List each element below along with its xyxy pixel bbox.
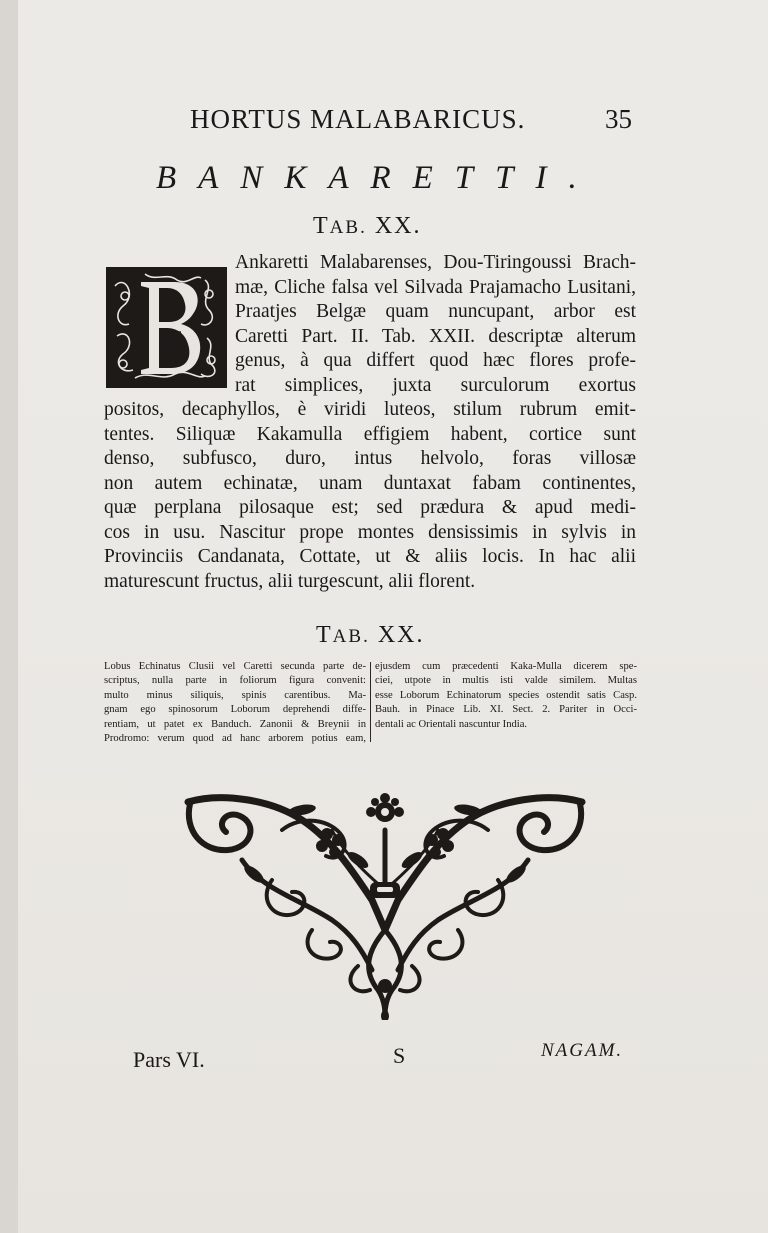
part-label: Pars VI. [133,1047,205,1072]
plate-heading-bottom [316,622,425,649]
body-line: quæ perplana pilosaque est; sed prædura & apud medi- [104,497,636,518]
note-line: rentiam, ut patet ex Banduch. Zanonii & Breynii in [104,718,366,730]
tailpiece-ornament [182,790,588,1020]
body-line: maturescunt fructus, alii turgescunt, alii florent. [104,570,476,592]
note-line: ciei, utpote in multis isti valde similem. Multas [375,675,637,687]
running-header: HORTUS MALABARICUS. [190,104,526,134]
commentary-notes [104,660,640,746]
note-line: Bauh. in Pinace Lib. XI. Sect. 2. Pariter in Occi- [375,704,637,716]
note-line: esse Loborum Echinatorum species ostendit satis Casp. [375,689,637,701]
body-line: rat simplices, juxta surculorum exortus [235,374,636,396]
plate-heading-initial: T [316,622,333,648]
plate-heading-top [313,213,422,240]
page-number: 35 [605,104,632,134]
signature-mark: S [393,1043,406,1068]
page-left-edge [0,0,18,1233]
body-paragraph [104,251,636,594]
plate-heading-initial: T [313,213,330,239]
body-line: positos, decaphyllos, è viridi luteos, stilum rubrum emit- [104,399,636,420]
note-line: multo minus siliquis, spinis carentibus. Ma- [104,689,366,701]
body-line: cos in usu. Nascitur prope montes densissimis in sylvis in [104,521,636,543]
note-line: Prodromo: verum quod ad hanc arborem potius eam, [104,732,366,744]
body-line: mæ, Cliche falsa vel Silvada Prajamacho Lusitani, [235,276,636,298]
body-line: non autem echinatæ, unam duntaxat fabam continentes, [104,472,636,494]
plate-heading-number: XX. [377,622,425,648]
body-line: tentes. Siliquæ Kakamulla effigiem habent, cortice sunt [104,423,636,445]
body-line: genus, à qua differt quod hæc flores profe- [235,350,636,371]
body-line: denso, subfusco, duro, intus helvolo, foras villosæ [104,448,636,469]
body-line: Ankaretti Malabarenses, Dou-Tiringoussi Brach- [235,252,636,273]
note-line: ejusdem cum præcedenti Kaka-Mulla dicerem spe- [375,661,637,672]
plate-heading-small: AB. [332,626,370,647]
plate-heading-small: AB. [329,217,367,238]
plate-heading-number: XX. [374,213,422,239]
body-line: Praatjes Belgæ quam nuncupant, arbor est [235,301,636,322]
note-line: dentali ac Orientali nascuntur India. [375,718,528,730]
note-line: Lobus Echinatus Clusii vel Caretti secunda parte de- [104,661,366,672]
notes-column-right [375,660,637,732]
body-line: Caretti Part. II. Tab. XXII. descriptæ alterum [235,325,636,347]
note-line: gnam ego spinosorum Loborum deprehendi diffe- [104,704,366,716]
notes-column-left [104,660,366,746]
note-line: scriptus, nulla parte in foliorum figura convenit: [104,675,366,687]
plant-title: BANKARETTI. [156,160,599,196]
body-line: Provinciis Candanata, Cottate, ut & aliis locis. In hac alii [104,546,636,567]
catchword: NAGAM. [541,1040,624,1061]
column-divider [370,662,371,742]
